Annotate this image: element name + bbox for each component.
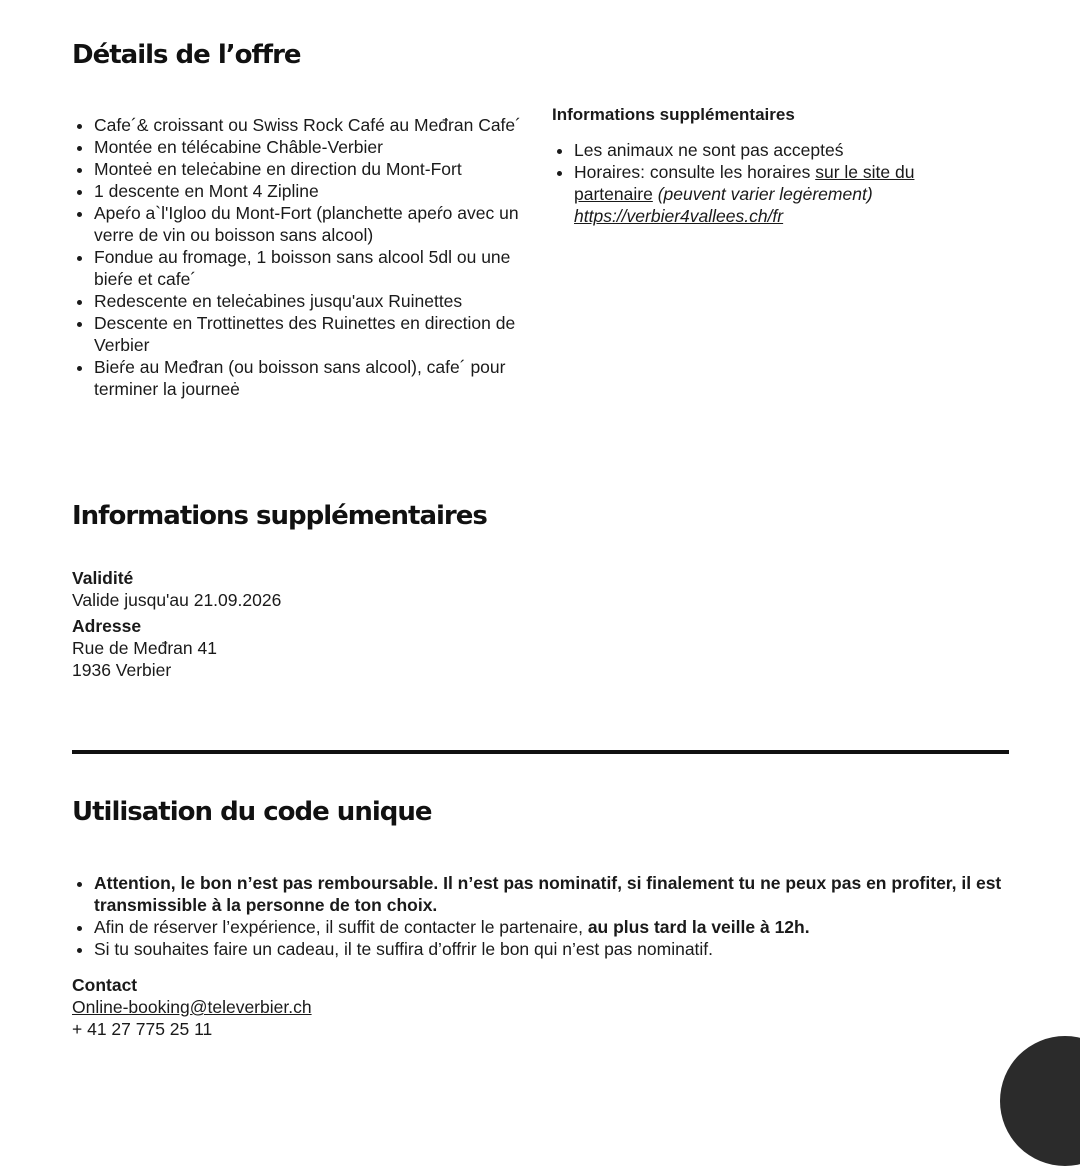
address-line-1: Rue de Međran 41 (72, 638, 217, 658)
side-info-item-hours (574, 161, 972, 227)
usage-list (72, 872, 1032, 960)
offer-details-list (72, 114, 532, 400)
side-info-list (552, 139, 972, 227)
offer-details-list-container (72, 114, 532, 400)
side-info-title: Informations supplémentaires (552, 105, 795, 124)
contact-email-link[interactable]: Online-booking@televerbier.ch (72, 997, 312, 1017)
more-info-title: Informations supplémentaires (72, 501, 487, 531)
address-section (72, 615, 217, 681)
address-label: Adresse (72, 616, 142, 636)
validity-label: Validité (72, 568, 134, 588)
offer-item: • Fondue au fromage, 1 boisson sans alcool 5dl ou une bieŕe et cafe´ (94, 246, 532, 290)
offer-item: • Cafe´& croissant ou Swiss Rock Café au Međran Cafe´ (94, 114, 532, 136)
partner-site-link[interactable]: sur le site du partenaire (574, 162, 915, 204)
side-info-panel (552, 105, 972, 227)
usage-item-refund: • Attention, le bon n’est pas remboursable. Il n’est pas nominatif, si finalement tu ne peux pas en profiter, il est transmissible à la personne de ton choix. (94, 872, 1032, 916)
booking-deadline: au plus tard la veille à 12h. (587, 917, 810, 937)
offer-item: • Apeŕo a`l'Igloo du Mont-Fort (planchette apeŕo avec un verre de vin ou boisson sans alcool) (94, 202, 532, 246)
hours-text: Horaires: consulte les horaires (574, 162, 816, 182)
hours-note: (peuvent varier legėrement) (657, 184, 873, 204)
booking-text: Afin de réserver l’expérience, il suffit de contacter le partenaire, (94, 917, 588, 937)
offer-item: • Montée en télécabine Châble-Verbier (94, 136, 532, 158)
offer-item: • 1 descente en Mont 4 Zipline (94, 180, 532, 202)
contact-phone: + 41 27 775 25 11 (72, 1019, 213, 1039)
address-line-2: 1936 Verbier (72, 660, 172, 680)
contact-section (72, 974, 312, 1040)
section-divider (72, 750, 1009, 754)
usage-section (72, 872, 1032, 960)
offer-item: • Descente en Trottinettes des Ruinettes en direction de Verbier (94, 312, 532, 356)
usage-title: Utilisation du code unique (72, 797, 432, 827)
verbier-url-link[interactable]: https://verbier4vallees.ch/fr (574, 206, 784, 226)
side-info-item-animals: • Les animaux ne sont pas accepteś (574, 139, 972, 161)
usage-item-booking (94, 916, 1032, 938)
contact-label: Contact (72, 975, 138, 995)
validity-section (72, 567, 281, 611)
offer-item: • Redescente en teleċabines jusqu'aux Ruinettes (94, 290, 532, 312)
validity-value: Valide jusqu'au 21.09.2026 (72, 590, 282, 610)
offer-item: • Monteė en teleċabine en direction du Mont-Fort (94, 158, 532, 180)
offer-details-title: Détails de l’offre (72, 40, 301, 70)
offer-item: • Bieŕe au Međran (ou boisson sans alcool), cafe´ pour terminer la journeė (94, 356, 532, 400)
usage-item-gift: • Si tu souhaites faire un cadeau, il te suffira d’offrir le bon qui n’est pas nominatif. (94, 938, 1032, 960)
